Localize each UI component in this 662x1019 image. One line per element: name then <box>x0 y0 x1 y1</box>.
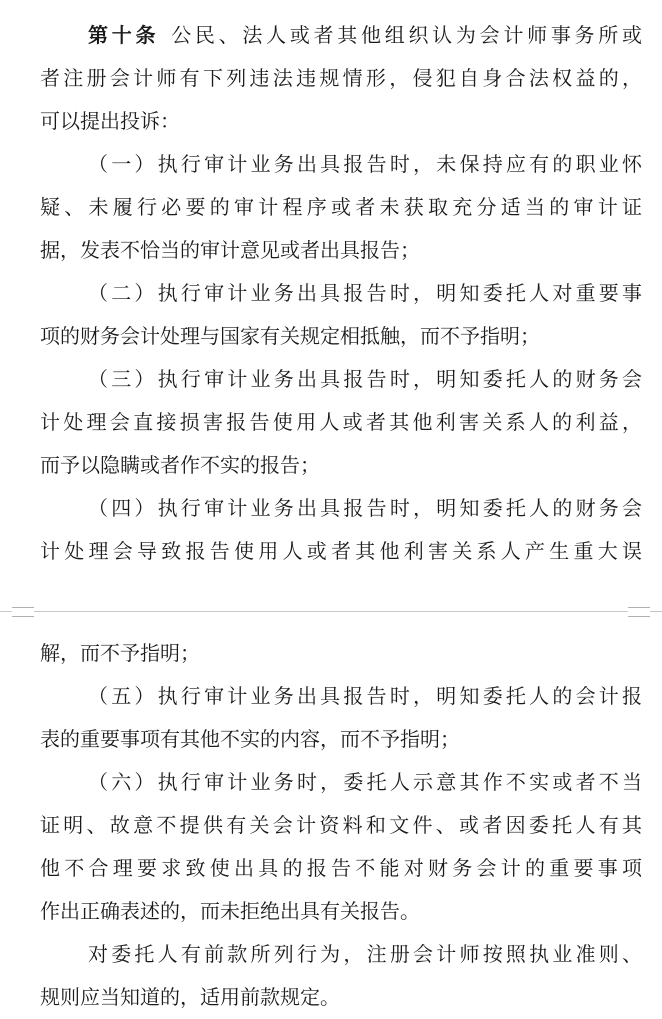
item-5-line: 表的重要事项有其他不实的内容，而不予指明； <box>40 727 460 751</box>
item-3-line: （三）执行审计业务出具报告时，明知委托人的财务会 <box>88 367 642 391</box>
page-corner-mark-right <box>628 607 650 617</box>
page-break <box>0 604 662 618</box>
item-1-line: （一）执行审计业务出具报告时，未保持应有的职业怀 <box>88 152 642 176</box>
page-corner-mark-left <box>12 607 34 617</box>
item-2-line: （二）执行审计业务出具报告时，明知委托人对重要事 <box>88 281 642 305</box>
article-intro-line: 公民、法人或者其他组织认为会计师事务所或 <box>171 23 642 47</box>
article-first-line <box>40 14 642 57</box>
item-6-line: 证明、故意不提供有关会计资料和文件、或者因委托人有其 <box>40 813 642 837</box>
closing-paragraph-line: 对委托人有前款所列行为，注册会计师按照执业准则、 <box>88 942 642 966</box>
page-2-text <box>40 632 642 1019</box>
article-intro-line: 者注册会计师有下列违法违规情形，侵犯自身合法权益的， <box>40 66 642 90</box>
article-intro-line: 可以提出投诉： <box>40 109 180 133</box>
page-break-divider <box>0 611 662 612</box>
item-2-line: 项的财务会计处理与国家有关规定相抵触，而不予指明； <box>40 324 540 348</box>
document-page-2 <box>0 618 662 1009</box>
item-3-line: 计处理会直接损害报告使用人或者其他利害关系人的利益， <box>40 410 642 434</box>
item-4-line: 计处理会导致报告使用人或者其他利害关系人产生重大误 <box>40 539 642 563</box>
item-5-line: （五）执行审计业务出具报告时，明知委托人的会计报 <box>88 684 642 708</box>
item-1-line: 据，发表不恰当的审计意见或者出具报告； <box>40 238 420 262</box>
item-6-line: 作出正确表述的，而未拒绝出具有关报告。 <box>40 899 420 923</box>
item-6-line: （六）执行审计业务时，委托人示意其作不实或者不当 <box>88 770 642 794</box>
item-4-continuation: 解，而不予指明； <box>40 641 200 665</box>
item-6-line: 他不合理要求致使出具的报告不能对财务会计的重要事项 <box>40 856 642 880</box>
article-heading: 第十条 <box>88 23 160 47</box>
item-1-line: 疑、未履行必要的审计程序或者未获取充分适当的审计证 <box>40 195 642 219</box>
item-3-line: 而予以隐瞒或者作不实的报告； <box>40 453 320 477</box>
item-4-line: （四）执行审计业务出具报告时，明知委托人的财务会 <box>88 496 642 520</box>
page-1-text <box>40 14 642 573</box>
closing-paragraph-line: 规则应当知道的，适用前款规定。 <box>40 985 340 1009</box>
